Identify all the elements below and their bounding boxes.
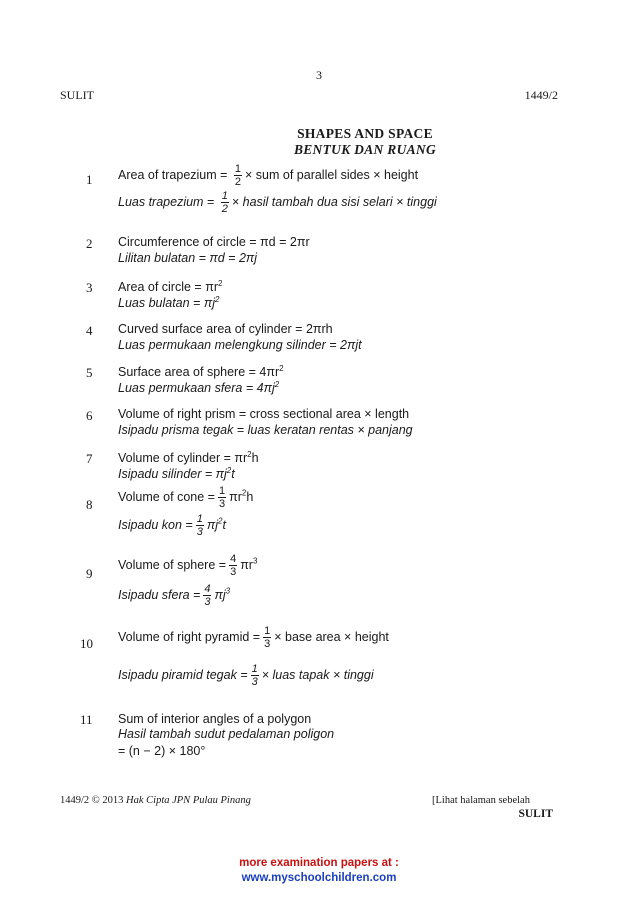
formula-number: 4 [86, 323, 93, 338]
header-paper-code: 1449/2 [524, 88, 558, 102]
formula-8-english: Volume of cone = $\frac{1}{3}$ $\pi r^2h$ [118, 485, 254, 510]
fraction: $\frac{1}{3}$ [251, 663, 258, 688]
formula-1-malay: Luas trapezium = $\frac{1}{2}$ × hasil tambah dua sisi selari × tinggi [118, 190, 437, 215]
formula-2-english: Circumference of circle = πd = 2πr [118, 235, 310, 249]
formula-11-equation: = (n − 2) × 180° [118, 744, 206, 758]
formula-number: 2 [86, 236, 93, 251]
formula-number: 8 [86, 497, 93, 512]
footer-next-page: [Lihat halaman sebelah [432, 795, 530, 806]
formula-number: 10 [80, 636, 93, 651]
formula-8-malay: Isipadu kon = $\frac{1}{3}$ $\pi j^2t$ [118, 513, 226, 538]
formula-number: 11 [80, 712, 93, 727]
fraction: $\frac{1}{3}$ [264, 625, 271, 650]
promo-text: more examination papers at : [239, 857, 399, 869]
page-number: 3 [316, 68, 322, 82]
formula-1-english: Area of trapezium = $\frac{1}{2}$ × sum of parallel sides × height [118, 163, 419, 188]
formula-3-malay: Luas bulatan = $\pi j^2$ [118, 295, 220, 311]
formula-number: 9 [86, 566, 93, 581]
fraction: $\frac{1}{3}$ [218, 485, 226, 510]
formula-10-english: Volume of right pyramid = $\frac{1}{3}$ × base area × height [118, 625, 389, 650]
footer-sulit: SULIT [518, 808, 553, 820]
fraction: $\frac{4}{3}$ [230, 553, 237, 578]
formula-6-malay: Isipadu prisma tegak = luas keratan rentas × panjang [118, 423, 413, 437]
header-sulit: SULIT [60, 88, 94, 102]
formula-number: 7 [86, 451, 93, 466]
footer-copyright: 1449/2 © 2013 Hak Cipta JPN Pulau Pinang [60, 795, 251, 806]
fraction: $\frac{1}{2}$ [221, 190, 228, 215]
formula-3-english: Area of circle = $\pi r^2$ [118, 279, 223, 295]
formula-number: 6 [86, 408, 93, 423]
fraction: $\frac{1}{2}$ [234, 163, 242, 188]
formula-number: 1 [86, 172, 93, 187]
formula-number: 5 [86, 365, 93, 380]
formula-number: 3 [86, 280, 93, 295]
promo-link[interactable]: www.myschoolchildren.com [241, 872, 397, 884]
formula-7-english: Volume of cylinder = $\pi r^2h$ [118, 450, 259, 466]
formula-11-english: Sum of interior angles of a polygon [118, 712, 312, 726]
formula-4-english: Curved surface area of cylinder = 2πrh [118, 322, 333, 336]
formula-2-malay: Lilitan bulatan = πd = 2πj [118, 251, 258, 265]
formula-5-english: Surface area of sphere = $4\pi r^2$ [118, 364, 284, 380]
formula-9-english: Volume of sphere = $\frac{4}{3}$ $\pi r^3$ [118, 553, 258, 578]
formula-7-malay: Isipadu silinder = $\pi j^2t$ [118, 466, 235, 482]
formula-10-malay: Isipadu piramid tegak = $\frac{1}{3}$ × luas tapak × tinggi [118, 663, 374, 688]
section-title-english: SHAPES AND SPACE [297, 126, 433, 141]
formula-4-malay: Luas permukaan melengkung silinder = 2πjt [118, 338, 362, 352]
section-title-malay: BENTUK DAN RUANG [293, 142, 437, 157]
formula-9-malay: Isipadu sfera = $\frac{4}{3}$ $\pi j^3$ [118, 583, 231, 608]
formula-11-malay: Hasil tambah sudut pedalaman poligon [118, 727, 335, 741]
formula-6-english: Volume of right prism = cross sectional area × length [118, 407, 410, 421]
formula-5-malay: Luas permukaan sfera = $4\pi j^2$ [118, 380, 280, 396]
fraction: $\frac{1}{3}$ [196, 513, 203, 538]
fraction: $\frac{4}{3}$ [204, 583, 211, 608]
